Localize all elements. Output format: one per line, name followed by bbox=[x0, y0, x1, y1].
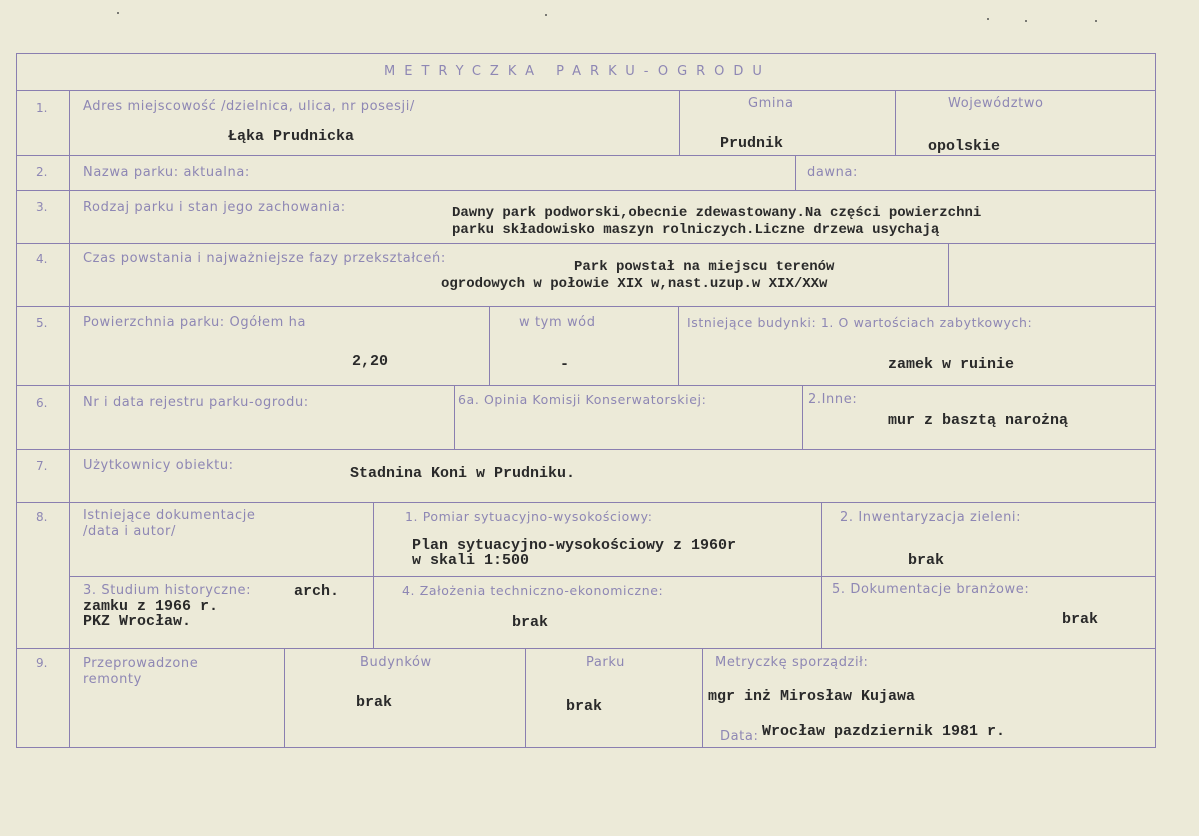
address-value: Łąka Prudnicka bbox=[228, 128, 355, 145]
row-number: 8. bbox=[36, 510, 48, 524]
park-renovation-label: Parku bbox=[586, 655, 625, 670]
survey-line-1: Plan sytuacyjno-wysokościowy z 1960r bbox=[412, 537, 737, 554]
row-number: 1. bbox=[36, 101, 48, 115]
col-line bbox=[679, 90, 680, 156]
prepared-by-label: Metryczkę sporządził: bbox=[715, 655, 869, 670]
border-left bbox=[16, 53, 17, 748]
row-number: 3. bbox=[36, 200, 48, 214]
row-line bbox=[16, 502, 1156, 503]
col-line bbox=[895, 90, 896, 156]
park-type-line-1: Dawny park podworski,obecnie zdewastowany.Na części powierzchni bbox=[452, 205, 982, 221]
historical-study-line-3: PKZ Wrocław. bbox=[83, 613, 192, 630]
speck bbox=[545, 14, 547, 16]
col-line bbox=[702, 648, 703, 748]
col-line bbox=[489, 306, 490, 386]
tech-econ-label: 4. Założenia techniczno-ekonomiczne: bbox=[402, 583, 664, 598]
historical-study-label: 3. Studium historyczne: bbox=[83, 583, 252, 598]
buildings-label: Istniejące budynki: 1. O wartościach zabytkowych: bbox=[687, 315, 1033, 330]
other-value: mur z basztą narożną bbox=[888, 412, 1069, 429]
col-line bbox=[373, 502, 374, 649]
buildings-renovation-label: Budynków bbox=[360, 655, 432, 670]
prepared-by-value: mgr inż Mirosław Kujawa bbox=[708, 688, 916, 705]
speck bbox=[1095, 20, 1097, 22]
row-line bbox=[16, 648, 1156, 649]
col-line bbox=[802, 385, 803, 450]
row-line bbox=[16, 449, 1156, 450]
row-line bbox=[16, 243, 1156, 244]
voivodeship-value: opolskie bbox=[928, 138, 1001, 155]
col-line bbox=[678, 306, 679, 386]
number-column-line bbox=[69, 90, 70, 748]
row-line bbox=[70, 576, 1156, 577]
date-value: Wrocław pazdziernik 1981 r. bbox=[762, 723, 1006, 740]
historical-study-line-1: arch. bbox=[294, 583, 340, 600]
row-number: 9. bbox=[36, 656, 48, 670]
voivodeship-label: Województwo bbox=[948, 96, 1044, 111]
speck bbox=[117, 12, 119, 14]
area-value: 2,20 bbox=[352, 353, 389, 370]
row-number: 5. bbox=[36, 316, 48, 330]
row-line bbox=[16, 90, 1156, 91]
register-label: Nr i data rejestru parku-ogrodu: bbox=[83, 395, 309, 410]
former-name-label: dawna: bbox=[807, 165, 859, 180]
row-number: 2. bbox=[36, 165, 48, 179]
row-number: 6. bbox=[36, 396, 48, 410]
card-title: METRYCZKA PARKU-OGRODU bbox=[384, 64, 771, 79]
border-top bbox=[16, 53, 1156, 54]
renovations-sublabel: remonty bbox=[83, 672, 142, 687]
row-line bbox=[16, 190, 1156, 191]
other-label: 2.Inne: bbox=[808, 392, 858, 407]
border-bottom bbox=[16, 747, 1156, 748]
water-label: w tym wód bbox=[519, 315, 596, 330]
commune-label: Gmina bbox=[748, 96, 794, 111]
date-label: Data: bbox=[720, 729, 759, 744]
documentation-label: Istniejące dokumentacje bbox=[83, 508, 256, 523]
park-type-line-2: parku składowisko maszyn rolniczych.Liczne drzewa usychają bbox=[452, 222, 940, 238]
park-name-label: Nazwa parku: aktualna: bbox=[83, 165, 250, 180]
greenery-inventory-value: brak bbox=[908, 552, 945, 569]
row-line bbox=[16, 306, 1156, 307]
water-value: - bbox=[560, 356, 570, 373]
survey-line-2: w skali 1:500 bbox=[412, 552, 530, 569]
address-label: Adres miejscowość /dzielnica, ulica, nr posesji/ bbox=[83, 99, 415, 114]
documentation-sublabel: /data i autor/ bbox=[83, 524, 176, 539]
users-value: Stadnina Koni w Prudniku. bbox=[350, 465, 576, 482]
renovations-label: Przeprowadzone bbox=[83, 656, 199, 671]
row-line bbox=[16, 385, 1156, 386]
branch-docs-label: 5. Dokumentacje branżowe: bbox=[832, 582, 1030, 597]
historical-study-line-2: zamku z 1966 r. bbox=[83, 598, 219, 615]
area-label: Powierzchnia parku: Ogółem ha bbox=[83, 315, 307, 330]
col-line bbox=[948, 243, 949, 307]
col-line bbox=[454, 385, 455, 450]
commission-opinion-label: 6a. Opinia Komisji Konserwatorskiej: bbox=[458, 392, 707, 407]
buildings-renovation-value: brak bbox=[356, 694, 393, 711]
buildings-value: zamek w ruinie bbox=[888, 356, 1015, 373]
commune-value: Prudnik bbox=[720, 135, 784, 152]
origin-line-1: Park powstał na miejscu terenów bbox=[574, 259, 835, 275]
greenery-inventory-label: 2. Inwentaryzacja zieleni: bbox=[840, 510, 1022, 525]
border-right bbox=[1155, 53, 1156, 748]
row-line bbox=[16, 155, 1156, 156]
survey-label: 1. Pomiar sytuacyjno-wysokościowy: bbox=[405, 509, 653, 524]
users-label: Użytkownicy obiektu: bbox=[83, 458, 234, 473]
col-line bbox=[821, 502, 822, 649]
col-line bbox=[525, 648, 526, 748]
origin-line-2: ogrodowych w połowie XIX w,nast.uzup.w XIX/XXw bbox=[441, 276, 828, 292]
tech-econ-value: brak bbox=[512, 614, 549, 631]
park-type-label: Rodzaj parku i stan jego zachowania: bbox=[83, 200, 346, 215]
speck bbox=[1025, 20, 1027, 22]
branch-docs-value: brak bbox=[1062, 611, 1099, 628]
col-line bbox=[795, 155, 796, 191]
park-renovation-value: brak bbox=[566, 698, 603, 715]
col-line bbox=[284, 648, 285, 748]
origin-label: Czas powstania i najważniejsze fazy przekształceń: bbox=[83, 251, 446, 266]
speck bbox=[987, 18, 989, 20]
row-number: 4. bbox=[36, 252, 48, 266]
row-number: 7. bbox=[36, 459, 48, 473]
